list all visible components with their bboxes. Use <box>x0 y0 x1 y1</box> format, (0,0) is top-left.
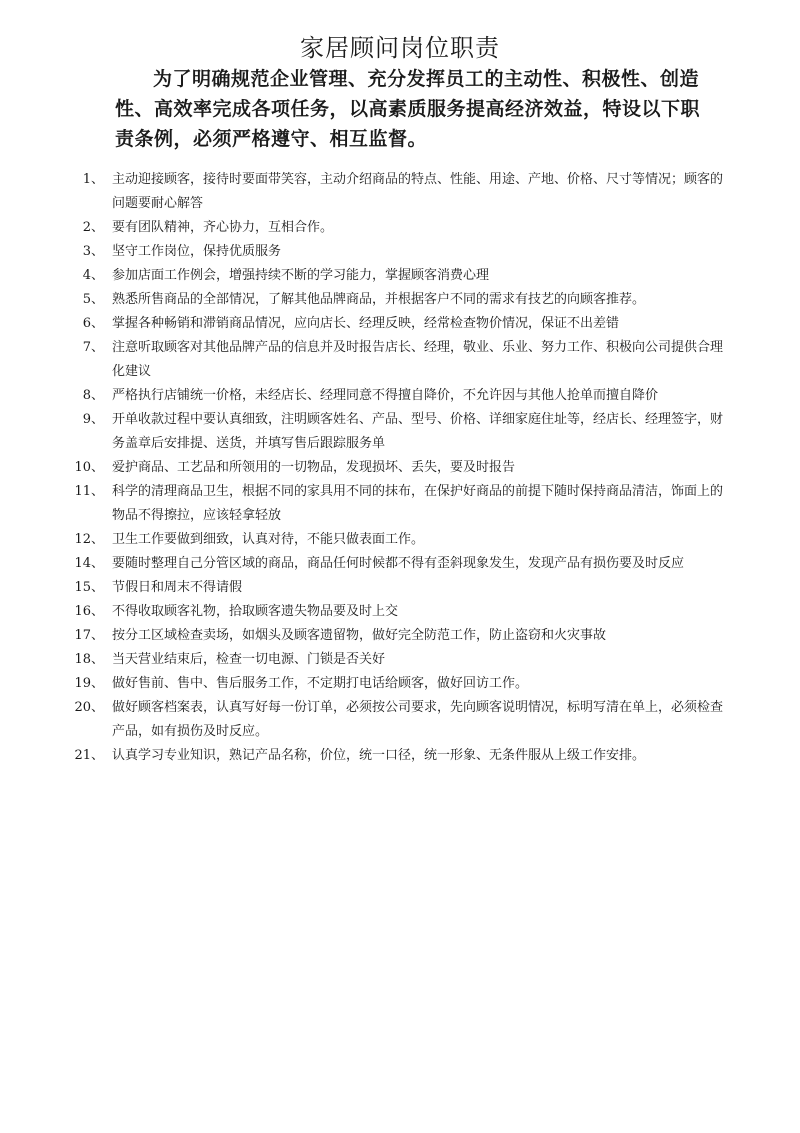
duty-text: 爱护商品、工艺品和所领用的一切物品，发现损坏、丢失，要及时报告 <box>112 460 516 475</box>
duty-item <box>68 648 728 672</box>
duty-number: 3、 <box>82 244 104 259</box>
duty-item <box>68 240 728 264</box>
duty-text: 注意听取顾客对其他品牌产品的信息并及时报告店长、经理，敬业、乐业、努力工作、积极向公司提供合理化建议 <box>112 340 724 379</box>
duty-number: 16、 <box>74 604 104 619</box>
duty-number: 8、 <box>82 388 104 403</box>
duty-number: 10、 <box>74 460 104 475</box>
duty-item <box>68 456 728 480</box>
duty-text: 当天营业结束后，检查一切电源、门锁是否关好 <box>112 652 386 667</box>
duty-number: 6、 <box>82 316 104 331</box>
duty-text: 掌握各种畅销和滞销商品情况，应向店长、经理反映，经常检查物价情况，保证不出差错 <box>112 316 620 331</box>
duty-text: 做好顾客档案表，认真写好每一份订单，必须按公司要求，先向顾客说明情况，标明写清在单上，必须检查产品，如有损伤及时反应。 <box>112 700 724 739</box>
duty-number: 18、 <box>74 652 104 667</box>
duty-text: 按分工区域检查卖场，如烟头及顾客遗留物，做好完全防范工作，防止盗窃和火灾事故 <box>112 628 607 643</box>
duty-item <box>68 312 728 336</box>
duty-text: 坚守工作岗位，保持优质服务 <box>112 244 282 259</box>
duty-number: 5、 <box>82 292 104 307</box>
duty-number: 1、 <box>82 172 104 187</box>
duty-text: 主动迎接顾客，接待时要面带笑容，主动介绍商品的特点、性能、用途、产地、价格、尺寸等情况；顾客的问题要耐心解答 <box>112 172 724 211</box>
duty-item <box>68 696 728 744</box>
duty-item <box>68 528 728 552</box>
duty-text: 认真学习专业知识，熟记产品名称，价位，统一口径，统一形象、无条件服从上级工作安排。 <box>112 748 646 763</box>
duty-text: 卫生工作要做到细致，认真对待，不能只做表面工作。 <box>112 532 425 547</box>
duty-list <box>68 168 728 768</box>
duty-item <box>68 288 728 312</box>
duty-text: 节假日和周末不得请假 <box>112 580 243 595</box>
document-title: 家居顾问岗位职责 <box>300 34 500 62</box>
duty-number: 12、 <box>74 532 104 547</box>
duty-text: 熟悉所售商品的全部情况，了解其他品牌商品，并根据客户不同的需求有技艺的向顾客推荐。 <box>112 292 646 307</box>
duty-text: 科学的清理商品卫生，根据不同的家具用不同的抹布，在保护好商品的前提下随时保持商品清洁，饰面上的物品不得擦拉，应该轻拿轻放 <box>112 484 724 523</box>
duty-text: 开单收款过程中要认真细致，注明顾客姓名、产品、型号、价格、详细家庭住址等，经店长、经理签字，财务盖章后安排提、送货，并填写售后跟踪服务单 <box>112 412 724 451</box>
duty-item <box>68 576 728 600</box>
duty-item <box>68 672 728 696</box>
duty-text: 做好售前、售中、售后服务工作，不定期打电话给顾客，做好回访工作。 <box>112 676 529 691</box>
duty-item <box>68 408 728 456</box>
duty-number: 15、 <box>74 580 104 595</box>
duty-text: 参加店面工作例会，增强持续不断的学习能力，掌握顾客消费心理 <box>112 268 490 283</box>
duty-number: 9、 <box>82 412 104 427</box>
duty-item <box>68 384 728 408</box>
duty-item <box>68 336 728 384</box>
duty-number: 19、 <box>74 676 104 691</box>
duty-item <box>68 552 728 576</box>
intro-paragraph: 为了明确规范企业管理、充分发挥员工的主动性、积极性、创造性、高效率完成各项任务，以高素质服务提高经济效益，特设以下职责条例，必须严格遵守、相互监督。 <box>115 68 701 150</box>
duty-number: 17、 <box>74 628 104 643</box>
duty-item <box>68 600 728 624</box>
duty-item <box>68 744 728 768</box>
duty-item <box>68 480 728 528</box>
duty-number: 7、 <box>82 340 104 355</box>
duty-item <box>68 168 728 216</box>
duty-number: 11、 <box>74 484 104 499</box>
duty-item <box>68 624 728 648</box>
duty-text: 不得收取顾客礼物，拾取顾客遗失物品要及时上交 <box>112 604 399 619</box>
duty-number: 21、 <box>74 748 104 763</box>
duty-item <box>68 216 728 240</box>
duty-text: 要有团队精神，齐心协力，互相合作。 <box>112 220 334 235</box>
duty-number: 20、 <box>74 700 104 715</box>
duty-text: 严格执行店铺统一价格，未经店长、经理同意不得擅自降价，不允许因与其他人抢单而擅自降价 <box>112 388 659 403</box>
duty-text: 要随时整理自己分管区域的商品，商品任何时候都不得有歪斜现象发生，发现产品有损伤要及时反应 <box>112 556 685 571</box>
duty-item <box>68 264 728 288</box>
duty-number: 4、 <box>82 268 104 283</box>
duty-number: 2、 <box>82 220 104 235</box>
duty-number: 14、 <box>74 556 104 571</box>
